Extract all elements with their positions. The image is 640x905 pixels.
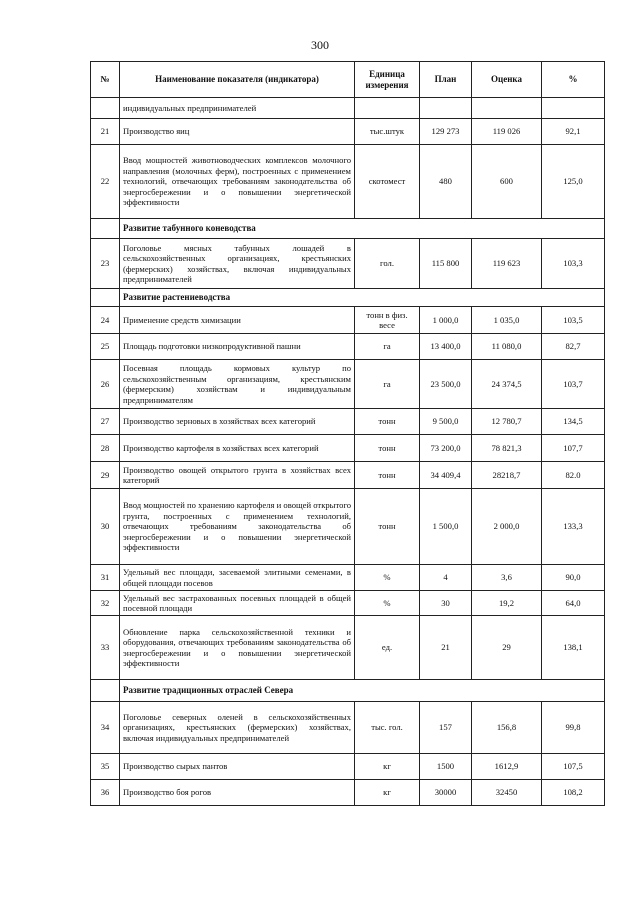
row-number: 30 <box>91 489 120 565</box>
unit-of-measure: тыс.штук <box>355 119 420 145</box>
percent-value: 99,8 <box>542 702 605 754</box>
indicator-name: Применение средств химизации <box>120 307 355 334</box>
table-row <box>91 702 605 754</box>
unit-of-measure: ед. <box>355 616 420 680</box>
table-row <box>91 119 605 145</box>
plan-value <box>420 98 472 119</box>
plan-value: 157 <box>420 702 472 754</box>
unit-of-measure: га <box>355 360 420 409</box>
plan-value: 34 409,4 <box>420 462 472 489</box>
plan-value: 30 <box>420 591 472 616</box>
section-title: Развитие табунного коневодства <box>120 219 605 239</box>
percent-value: 103,3 <box>542 239 605 289</box>
indicator-name: Посевная площадь кормовых культур по сельскохозяйственным организациям, крестьянским (фермерским) хозяйствам и индивидуальным предпринимателям <box>120 360 355 409</box>
table-row <box>91 489 605 565</box>
unit-of-measure <box>355 98 420 119</box>
indicator-name: Удельный вес площади, засеваемой элитными семенами, в общей площади посевов <box>120 565 355 591</box>
table-row <box>91 239 605 289</box>
table-row <box>91 462 605 489</box>
percent-value: 125,0 <box>542 145 605 219</box>
table-row <box>91 98 605 119</box>
unit-of-measure: тонн <box>355 489 420 565</box>
row-number: 28 <box>91 435 120 462</box>
row-number: 25 <box>91 334 120 360</box>
indicator-name: индивидуальных предпринимателей <box>120 98 355 119</box>
unit-of-measure: % <box>355 565 420 591</box>
percent-value: 107,7 <box>542 435 605 462</box>
section-num-cell <box>91 680 120 702</box>
table-header-row <box>91 62 605 98</box>
row-number: 33 <box>91 616 120 680</box>
table-row <box>91 616 605 680</box>
table-row <box>91 145 605 219</box>
row-number: 26 <box>91 360 120 409</box>
header-unit: Единица измерения <box>355 62 420 98</box>
plan-value: 1 500,0 <box>420 489 472 565</box>
percent-value: 103,7 <box>542 360 605 409</box>
unit-of-measure: кг <box>355 780 420 806</box>
table-row <box>91 754 605 780</box>
plan-value: 1500 <box>420 754 472 780</box>
indicator-name: Производство сырых пантов <box>120 754 355 780</box>
section-row <box>91 289 605 307</box>
indicator-name: Площадь подготовки низкопродуктивной пашни <box>120 334 355 360</box>
row-number: 29 <box>91 462 120 489</box>
unit-of-measure: тонн <box>355 435 420 462</box>
plan-value: 115 800 <box>420 239 472 289</box>
indicator-name: Ввод мощностей животноводческих комплексов молочного направления (молочных ферм), построенных с применением технологий, отвечающих требованиям законодательства об энергосбережении и о повышении энергетической эффективности <box>120 145 355 219</box>
estimate-value: 2 000,0 <box>472 489 542 565</box>
indicator-name: Производство овощей открытого грунта в хозяйствах всех категорий <box>120 462 355 489</box>
estimate-value: 1612,9 <box>472 754 542 780</box>
percent-value: 82,7 <box>542 334 605 360</box>
row-number <box>91 98 120 119</box>
indicator-name: Удельный вес застрахованных посевных площадей в общей посевной площади <box>120 591 355 616</box>
estimate-value: 28218,7 <box>472 462 542 489</box>
header-percent: % <box>542 62 605 98</box>
indicator-name: Производство зерновых в хозяйствах всех категорий <box>120 409 355 435</box>
section-row <box>91 219 605 239</box>
plan-value: 23 500,0 <box>420 360 472 409</box>
indicator-name: Производство яиц <box>120 119 355 145</box>
row-number: 35 <box>91 754 120 780</box>
percent-value: 92,1 <box>542 119 605 145</box>
plan-value: 480 <box>420 145 472 219</box>
percent-value: 103,5 <box>542 307 605 334</box>
indicator-name: Поголовье мясных табунных лошадей в сельскохозяйственных организациях, крестьянских (фермерских) хозяйствах, включая индивидуальных предпринимателей <box>120 239 355 289</box>
estimate-value: 19,2 <box>472 591 542 616</box>
estimate-value: 78 821,3 <box>472 435 542 462</box>
percent-value: 138,1 <box>542 616 605 680</box>
indicator-name: Обновление парка сельскохозяйственной техники и оборудования, отвечающих требованиям законодательства об энергосбережении и о повышении энергетической эффективности <box>120 616 355 680</box>
row-number: 36 <box>91 780 120 806</box>
estimate-value: 3,6 <box>472 565 542 591</box>
unit-of-measure: тонн <box>355 462 420 489</box>
row-number: 21 <box>91 119 120 145</box>
percent-value: 107,5 <box>542 754 605 780</box>
section-num-cell <box>91 219 120 239</box>
estimate-value: 119 026 <box>472 119 542 145</box>
indicator-name: Производство картофеля в хозяйствах всех категорий <box>120 435 355 462</box>
percent-value: 90,0 <box>542 565 605 591</box>
header-num: № <box>91 62 120 98</box>
unit-of-measure: % <box>355 591 420 616</box>
table-row <box>91 409 605 435</box>
unit-of-measure: га <box>355 334 420 360</box>
plan-value: 21 <box>420 616 472 680</box>
row-number: 24 <box>91 307 120 334</box>
indicator-name: Поголовье северных оленей в сельскохозяйственных организациях, крестьянских (фермерских) хозяйствах, включая индивидуальных предпринимателей <box>120 702 355 754</box>
table-row <box>91 780 605 806</box>
estimate-value: 11 080,0 <box>472 334 542 360</box>
indicator-name: Производство боя рогов <box>120 780 355 806</box>
row-number: 27 <box>91 409 120 435</box>
section-num-cell <box>91 289 120 307</box>
table-row <box>91 565 605 591</box>
percent-value <box>542 98 605 119</box>
section-row <box>91 680 605 702</box>
page-number: 300 <box>311 38 329 52</box>
plan-value: 1 000,0 <box>420 307 472 334</box>
plan-value: 9 500,0 <box>420 409 472 435</box>
section-title: Развитие традиционных отраслей Севера <box>120 680 605 702</box>
header-name: Наименование показателя (индикатора) <box>120 62 355 98</box>
section-title: Развитие растениеводства <box>120 289 605 307</box>
percent-value: 108,2 <box>542 780 605 806</box>
estimate-value: 12 780,7 <box>472 409 542 435</box>
table-row <box>91 360 605 409</box>
estimate-value: 29 <box>472 616 542 680</box>
unit-of-measure: тонн <box>355 409 420 435</box>
table-row <box>91 334 605 360</box>
row-number: 23 <box>91 239 120 289</box>
unit-of-measure: тонн в физ. весе <box>355 307 420 334</box>
header-estimate: Оценка <box>472 62 542 98</box>
plan-value: 30000 <box>420 780 472 806</box>
plan-value: 4 <box>420 565 472 591</box>
table-body <box>91 98 605 806</box>
estimate-value: 600 <box>472 145 542 219</box>
estimate-value: 156,8 <box>472 702 542 754</box>
estimate-value: 24 374,5 <box>472 360 542 409</box>
table-row <box>91 591 605 616</box>
plan-value: 129 273 <box>420 119 472 145</box>
estimate-value <box>472 98 542 119</box>
header-plan: План <box>420 62 472 98</box>
percent-value: 133,3 <box>542 489 605 565</box>
percent-value: 64,0 <box>542 591 605 616</box>
unit-of-measure: тыс. гол. <box>355 702 420 754</box>
row-number: 32 <box>91 591 120 616</box>
table-row <box>91 307 605 334</box>
unit-of-measure: гол. <box>355 239 420 289</box>
unit-of-measure: скотомест <box>355 145 420 219</box>
percent-value: 82.0 <box>542 462 605 489</box>
indicator-name: Ввод мощностей по хранению картофеля и овощей открытого грунта, построенных с применением технологий, отвечающих требованиям законодательства об энергосбережении и о повышении энергетической эффективности <box>120 489 355 565</box>
row-number: 31 <box>91 565 120 591</box>
estimate-value: 119 623 <box>472 239 542 289</box>
estimate-value: 1 035,0 <box>472 307 542 334</box>
plan-value: 13 400,0 <box>420 334 472 360</box>
table-row <box>91 435 605 462</box>
plan-value: 73 200,0 <box>420 435 472 462</box>
row-number: 22 <box>91 145 120 219</box>
indicators-table <box>90 61 605 806</box>
unit-of-measure: кг <box>355 754 420 780</box>
estimate-value: 32450 <box>472 780 542 806</box>
percent-value: 134,5 <box>542 409 605 435</box>
row-number: 34 <box>91 702 120 754</box>
